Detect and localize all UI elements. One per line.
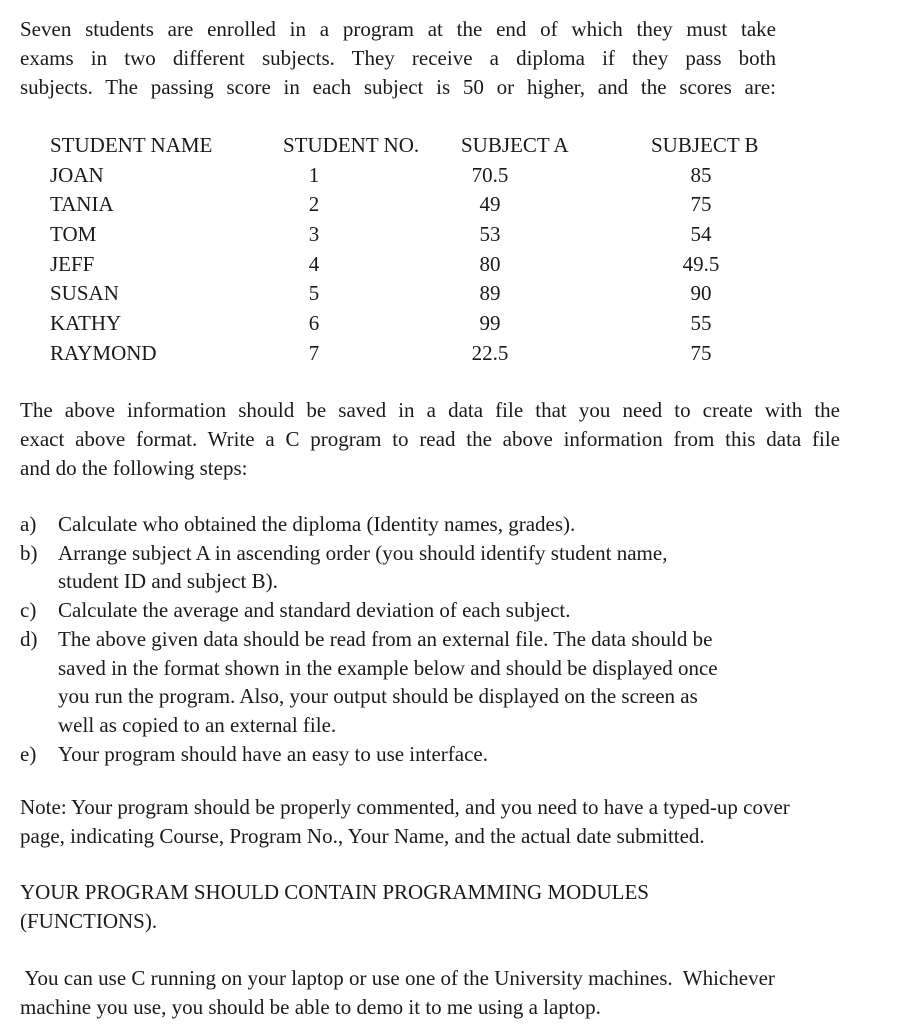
- instructions-line: and do the following steps:: [20, 456, 248, 480]
- note-paragraph: [20, 793, 880, 851]
- list-item-label: c): [20, 598, 37, 623]
- list-item-label: d): [20, 626, 38, 651]
- cell-no: 7: [308, 340, 320, 365]
- cell-name: SUSAN: [50, 281, 119, 306]
- intro-line: exams in two different subjects. They receive a diploma if they pass both: [20, 46, 776, 70]
- list-item-text: well as copied to an external file.: [58, 712, 337, 737]
- closing-line: You can use C running on your laptop or use one of the University machines. Whichever: [20, 966, 775, 990]
- cell-subject-a: 22.5: [471, 340, 509, 365]
- closing-line: machine you use, you should be able to demo it to me using a laptop.: [20, 995, 601, 1019]
- cell-name: TANIA: [50, 192, 114, 217]
- instructions-line: The above information should be saved in a data file that you need to create with the: [20, 398, 840, 422]
- cell-name: KATHY: [50, 311, 122, 336]
- instructions-line: exact above format. Write a C program to read the above information from this data file: [20, 427, 840, 451]
- list-item-text: you run the program. Also, your output should be displayed on the screen as: [58, 684, 698, 709]
- list-item-text: Your program should have an easy to use interface.: [58, 741, 488, 766]
- requirement-paragraph: [20, 878, 649, 936]
- requirement-line: YOUR PROGRAM SHOULD CONTAIN PROGRAMMING MODULES: [20, 880, 649, 904]
- cell-subject-b: 75: [690, 340, 712, 365]
- cell-name: TOM: [50, 222, 97, 247]
- list-item: [20, 596, 718, 625]
- steps-list: [20, 510, 718, 768]
- cell-no: 1: [308, 162, 320, 187]
- list-item-text: student ID and subject B).: [58, 569, 278, 594]
- cell-subject-a: 49: [479, 192, 501, 217]
- cell-no: 2: [308, 192, 320, 217]
- list-item: [20, 539, 718, 596]
- header-subject-b: SUBJECT B: [651, 133, 759, 157]
- list-item-text: Calculate who obtained the diploma (Identity names, grades).: [58, 512, 576, 536]
- cell-subject-b: 55: [690, 311, 712, 336]
- list-item-label: b): [20, 540, 38, 565]
- closing-paragraph: [20, 964, 890, 1022]
- instructions-paragraph: [20, 396, 840, 483]
- cell-subject-a: 89: [479, 281, 501, 306]
- cell-no: 3: [308, 222, 320, 247]
- cell-subject-a: 70.5: [471, 162, 509, 187]
- cell-subject-b: 85: [690, 162, 712, 187]
- cell-subject-a: 53: [479, 222, 501, 247]
- list-item-text: The above given data should be read from an external file. The data should be: [58, 626, 713, 651]
- cell-subject-a: 99: [479, 311, 501, 336]
- list-item: [20, 510, 718, 539]
- cell-subject-a: 80: [479, 251, 501, 276]
- requirement-line: (FUNCTIONS).: [20, 909, 158, 933]
- list-item-label: e): [20, 741, 37, 766]
- cell-name: RAYMOND: [50, 340, 157, 365]
- header-subject-a: SUBJECT A: [461, 133, 569, 157]
- cell-subject-b: 54: [690, 222, 712, 247]
- note-line: Note: Your program should be properly commented, and you need to have a typed-up cover: [20, 795, 790, 819]
- header-student-no: STUDENT NO.: [283, 133, 420, 157]
- intro-paragraph: [20, 15, 776, 102]
- cell-subject-b: 90: [690, 281, 712, 306]
- intro-line: Seven students are enrolled in a program at the end of which they must take: [20, 17, 776, 41]
- list-item-text: Arrange subject A in ascending order (you should identify student name,: [58, 540, 668, 565]
- cell-subject-b: 75: [690, 192, 712, 217]
- cell-no: 4: [308, 251, 320, 276]
- cell-no: 6: [308, 311, 320, 336]
- header-student-name: STUDENT NAME: [50, 133, 213, 157]
- list-item-text: saved in the format shown in the example below and should be displayed once: [58, 655, 718, 680]
- cell-subject-b: 49.5: [682, 251, 720, 276]
- intro-line: subjects. The passing score in each subject is 50 or higher, and the scores are:: [20, 75, 776, 99]
- cell-name: JEFF: [50, 251, 95, 276]
- list-item: [20, 625, 718, 740]
- list-item-label: a): [20, 512, 37, 536]
- cell-no: 5: [308, 281, 320, 306]
- list-item-text: Calculate the average and standard deviation of each subject.: [58, 598, 571, 623]
- note-line: page, indicating Course, Program No., Your Name, and the actual date submitted.: [20, 824, 705, 848]
- list-item: [20, 740, 718, 769]
- cell-name: JOAN: [50, 162, 104, 187]
